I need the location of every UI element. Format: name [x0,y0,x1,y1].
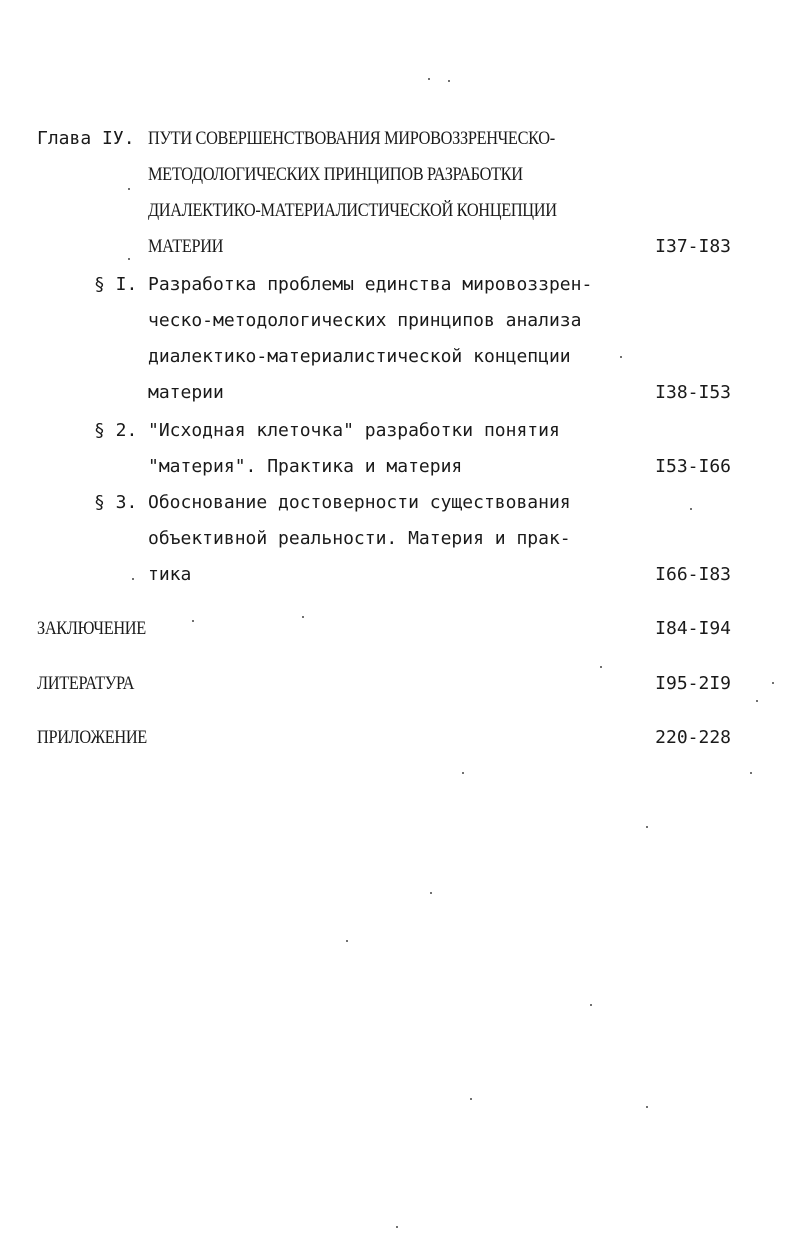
literature-pages: I95-2I9 [655,673,731,694]
scan-speck [470,1098,472,1100]
section-1-line-1: Разработка проблемы единства мировоззрен- [148,274,593,295]
chapter-pages: I37-I83 [655,236,731,257]
section-2-line-1: "Исходная клеточка" разработки понятия [148,420,560,441]
chapter-title-line-4: МАТЕРИИ [148,236,224,257]
chapter-title-line-1: ПУТИ СОВЕРШЕНСТВОВАНИЯ МИРОВОЗЗРЕНЧЕСКО- [148,128,555,149]
chapter-title-line-3: ДИАЛЕКТИКО-МАТЕРИАЛИСТИЧЕСКОЙ КОНЦЕПЦИИ [148,200,557,221]
scan-speck [128,258,130,260]
scan-speck [448,80,450,82]
scan-speck [772,682,774,684]
section-3-label: § 3. [94,492,138,513]
conclusion-pages: I84-I94 [655,618,731,639]
scan-speck [756,700,758,702]
scan-speck [396,1226,398,1228]
scan-speck [128,188,130,190]
scan-speck [620,356,622,358]
appendix-pages: 220-228 [655,727,731,748]
chapter-label: Глава IУ. [37,128,135,149]
section-3-line-2: объективной реальности. Материя и прак- [148,528,571,549]
section-3-pages: I66-I83 [655,564,731,585]
scan-speck [346,940,348,942]
scan-speck [302,616,304,618]
chapter-title-line-2: МЕТОДОЛОГИЧЕСКИХ ПРИНЦИПОВ РАЗРАБОТКИ [148,164,523,185]
section-3-line-3: тика [148,564,192,585]
section-3-line-1: Обоснование достоверности существования [148,492,571,513]
scan-speck [690,508,692,510]
section-1-line-2: ческо-методологических принципов анализа [148,310,582,331]
conclusion-title: ЗАКЛЮЧЕНИЕ [37,618,146,639]
section-2-line-2: "материя". Практика и материя [148,456,463,477]
appendix-title: ПРИЛОЖЕНИЕ [37,727,147,748]
section-1-pages: I38-I53 [655,382,731,403]
literature-title: ЛИТЕРАТУРА [37,673,135,694]
scan-speck [646,1106,648,1108]
scan-speck [590,1004,592,1006]
section-1-line-4: материи [148,382,224,403]
scan-speck [192,620,194,622]
scan-speck [750,772,752,774]
section-1-line-3: диалектико-материалистической концепции [148,346,571,367]
scan-speck [462,772,464,774]
scan-speck [132,578,134,580]
scan-speck [646,826,648,828]
section-1-label: § I. [94,274,138,295]
scan-speck [428,78,430,80]
section-2-pages: I53-I66 [655,456,731,477]
section-2-label: § 2. [94,420,138,441]
scan-speck [600,666,602,668]
scan-speck [430,892,432,894]
